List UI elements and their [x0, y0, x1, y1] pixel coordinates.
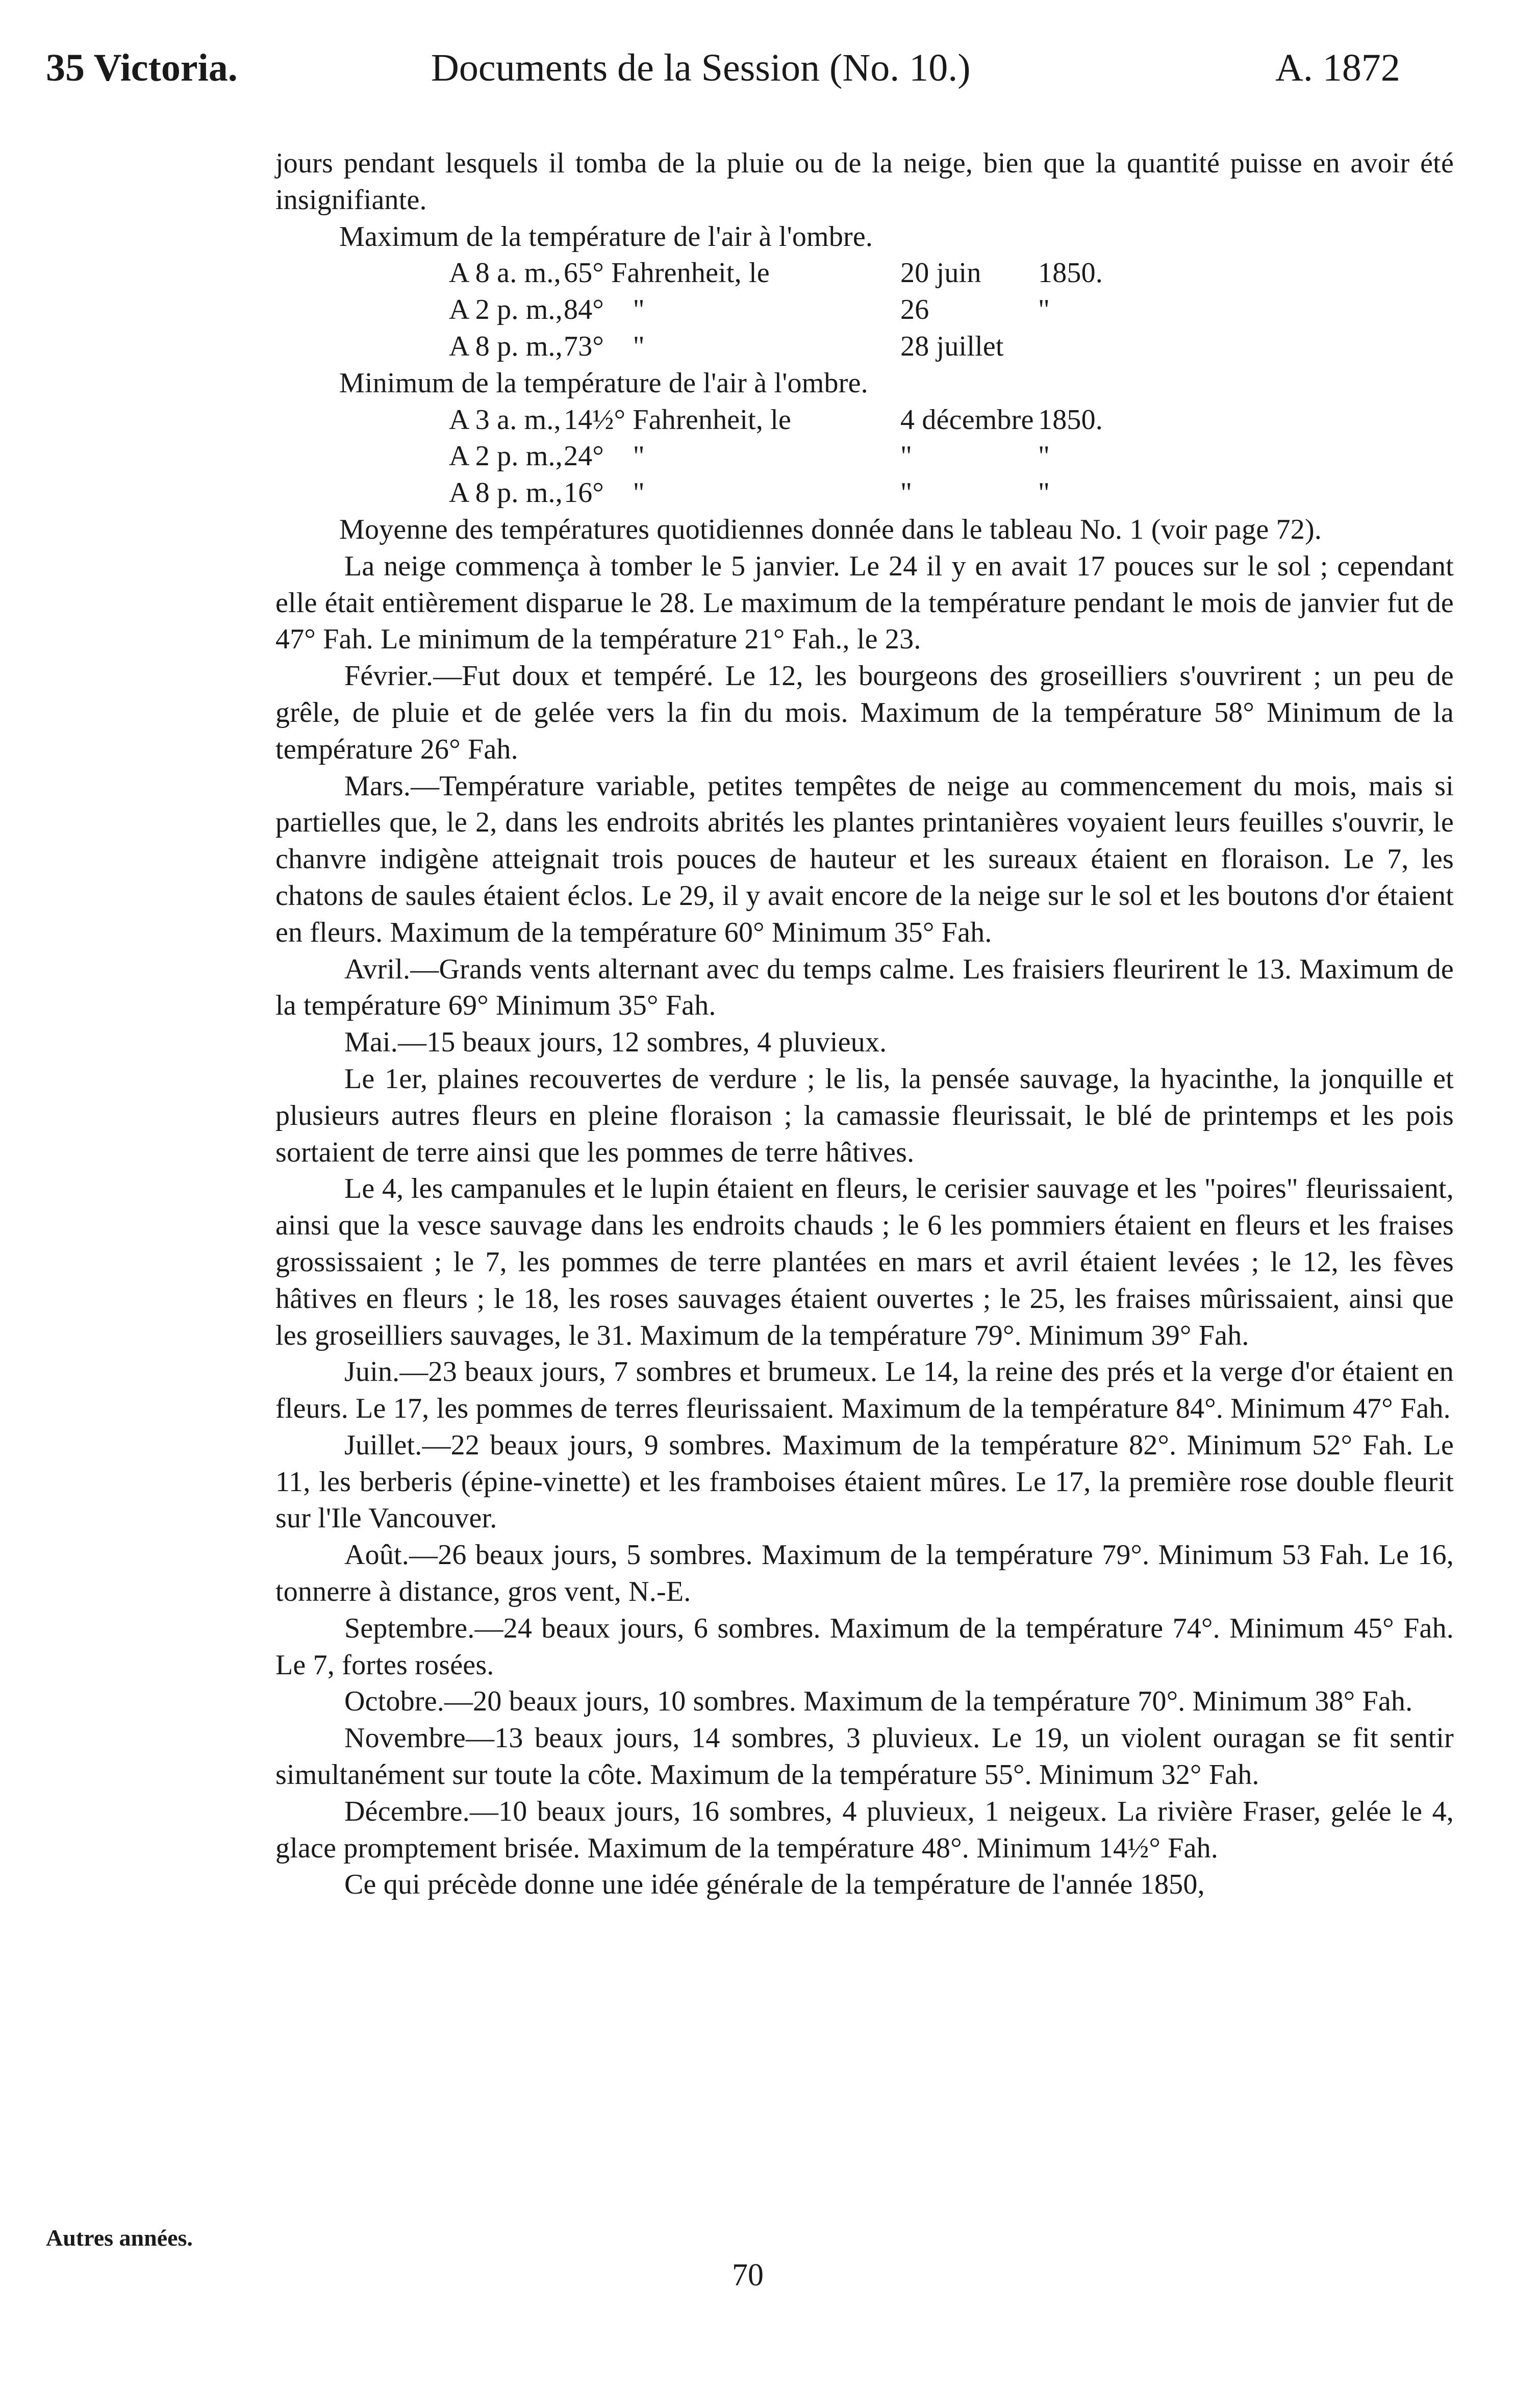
paragraph-october: Octobre.—20 beaux jours, 10 sombres. Maximum de la température 70°. Minimum 38° Fah. — [344, 1685, 1413, 1718]
paragraph-november: Novembre—13 beaux jours, 14 sombres, 3 pluvieux. Le 19, un violent ouragan se fit sentir simultanément sur toute la côte. Maximum de la température 55°. Minimum 32° Fah. — [275, 1722, 1454, 1791]
paragraph-average: Moyenne des températures quotidiennes donnée dans le tableau No. 1 (voir page 72). — [339, 513, 1322, 545]
paragraph-may: Mai.—15 beaux jours, 12 sombres, 4 pluvieux. — [344, 1026, 887, 1059]
header-document-title: Documents de la Session (No. 10.) — [431, 46, 971, 89]
max-temp-row: A 8 a. m.,65° Fahrenheit, le 20 juin 1850. — [449, 257, 1103, 289]
paragraph-june: Juin.—23 beaux jours, 7 sombres et brumeux. Le 14, la reine des prés et la verge d'or étaient en fleurs. Le 17, les pommes de terres fleurissaient. Maximum de la température 84°. Minimum 47° Fah. — [275, 1356, 1454, 1425]
header-series-year: A. 1872 — [1275, 46, 1400, 89]
paragraph-august: Août.—26 beaux jours, 5 sombres. Maximum de la température 79°. Minimum 53 Fah. Le 16, tonnerre à distance, gros vent, N.-E. — [275, 1539, 1454, 1608]
page-body — [275, 145, 1454, 1903]
max-temp-heading: Maximum de la température de l'air à l'ombre. — [339, 220, 873, 253]
header-session-year: 35 Victoria. — [46, 46, 238, 89]
min-temp-row: A 3 a. m.,14½° Fahrenheit, le 4 décembre 1850. — [449, 404, 1103, 436]
paragraph-july: Juillet.—22 beaux jours, 9 sombres. Maximum de la température 82°. Minimum 52° Fah. Le 11, les berberis (épine-vinette) et les framboises étaient mûres. Le 17, la première rose double fleurit sur l'Ile Vancouver. — [275, 1429, 1454, 1534]
paragraph-january: La neige commença à tomber le 5 janvier. Le 24 il y en avait 17 pouces sur le sol ; cependant elle était entièrement disparue le 28. Le maximum de la température pendant le mois de janvier fut de 47° Fah. Le minimum de la température 21° Fah., le 23. — [275, 550, 1454, 656]
paragraph-march: Mars.—Température variable, petites tempêtes de neige au commencement du mois, mais si partielles que, le 2, dans les endroits abrités les plantes printanières voyaient leurs feuilles s'ouvrir, le chanvre indigène atteignait trois pouces de hauteur et les sureaux étaient en floraison. Le 7, les chatons de saules étaient éclos. Le 29, il y avait encore de la neige sur le sol et les boutons d'or étaient en fleurs. Maximum de la température 60° Minimum 35° Fah. — [275, 770, 1454, 948]
min-temp-row: A 2 p. m.,24° " " " — [449, 440, 1050, 472]
paragraph-intro: jours pendant lesquels il tomba de la pluie ou de la neige, bien que la quantité puisse en avoir été insignifiante. — [275, 147, 1454, 216]
paragraph-december: Décembre.—10 beaux jours, 16 sombres, 4 pluvieux, 1 neigeux. La rivière Fraser, gelée le 4, glace promptement brisée. Maximum de la température 48°. Minimum 14½° Fah. — [275, 1795, 1454, 1864]
max-temp-row: A 2 p. m.,84° " 26 " — [449, 294, 1050, 326]
paragraph-may-fourth: Le 4, les campanules et le lupin étaient en fleurs, le cerisier sauvage et les "poires" fleurissaient, ainsi que la vesce sauvage dans les endroits chauds ; le 6 les pommiers étaient en fleurs et les fraises grossissaient ; le 7, les pommes de terre plantées en mars et avril étaient levées ; le 12, les fèves hâtives en fleurs ; le 18, les roses sauvages étaient ouvertes ; le 25, les fraises mûrissaient, ainsi que les groseilliers sauvages, le 31. Maximum de la température 79°. Minimum 39° Fah. — [275, 1173, 1454, 1351]
paragraph-february: Février.—Fut doux et tempéré. Le 12, les bourgeons des groseilliers s'ouvrirent ; un peu de grêle, de pluie et de gelée vers la fin du mois. Maximum de la température 58° Minimum de la température 26° Fah. — [275, 660, 1454, 765]
max-temp-row: A 8 p. m.,73° " 28 juillet — [449, 330, 1004, 362]
paragraph-may-first: Le 1er, plaines recouvertes de verdure ; le lis, la pensée sauvage, la hyacinthe, la jonquille et plusieurs autres fleurs en pleine floraison ; la camassie fleurissait, le blé de printemps et les pois sortaient de terre ainsi que les pommes de terre hâtives. — [275, 1063, 1454, 1168]
min-temp-row: A 8 p. m.,16° " " " — [449, 477, 1050, 509]
paragraph-september: Septembre.—24 beaux jours, 6 sombres. Maximum de la température 74°. Minimum 45° Fah. Le 7, fortes rosées. — [275, 1612, 1454, 1681]
page-number: 70 — [732, 2258, 764, 2293]
paragraph-april: Avril.—Grands vents alternant avec du temps calme. Les fraisiers fleurirent le 13. Maximum de la température 69° Minimum 35° Fah. — [275, 953, 1454, 1022]
min-temp-heading: Minimum de la température de l'air à l'ombre. — [339, 367, 868, 399]
margin-note-other-years: Autres années. — [46, 2225, 193, 2251]
paragraph-other-years: Ce qui précède donne une idée générale de la température de l'année 1850, — [344, 1869, 1205, 1901]
